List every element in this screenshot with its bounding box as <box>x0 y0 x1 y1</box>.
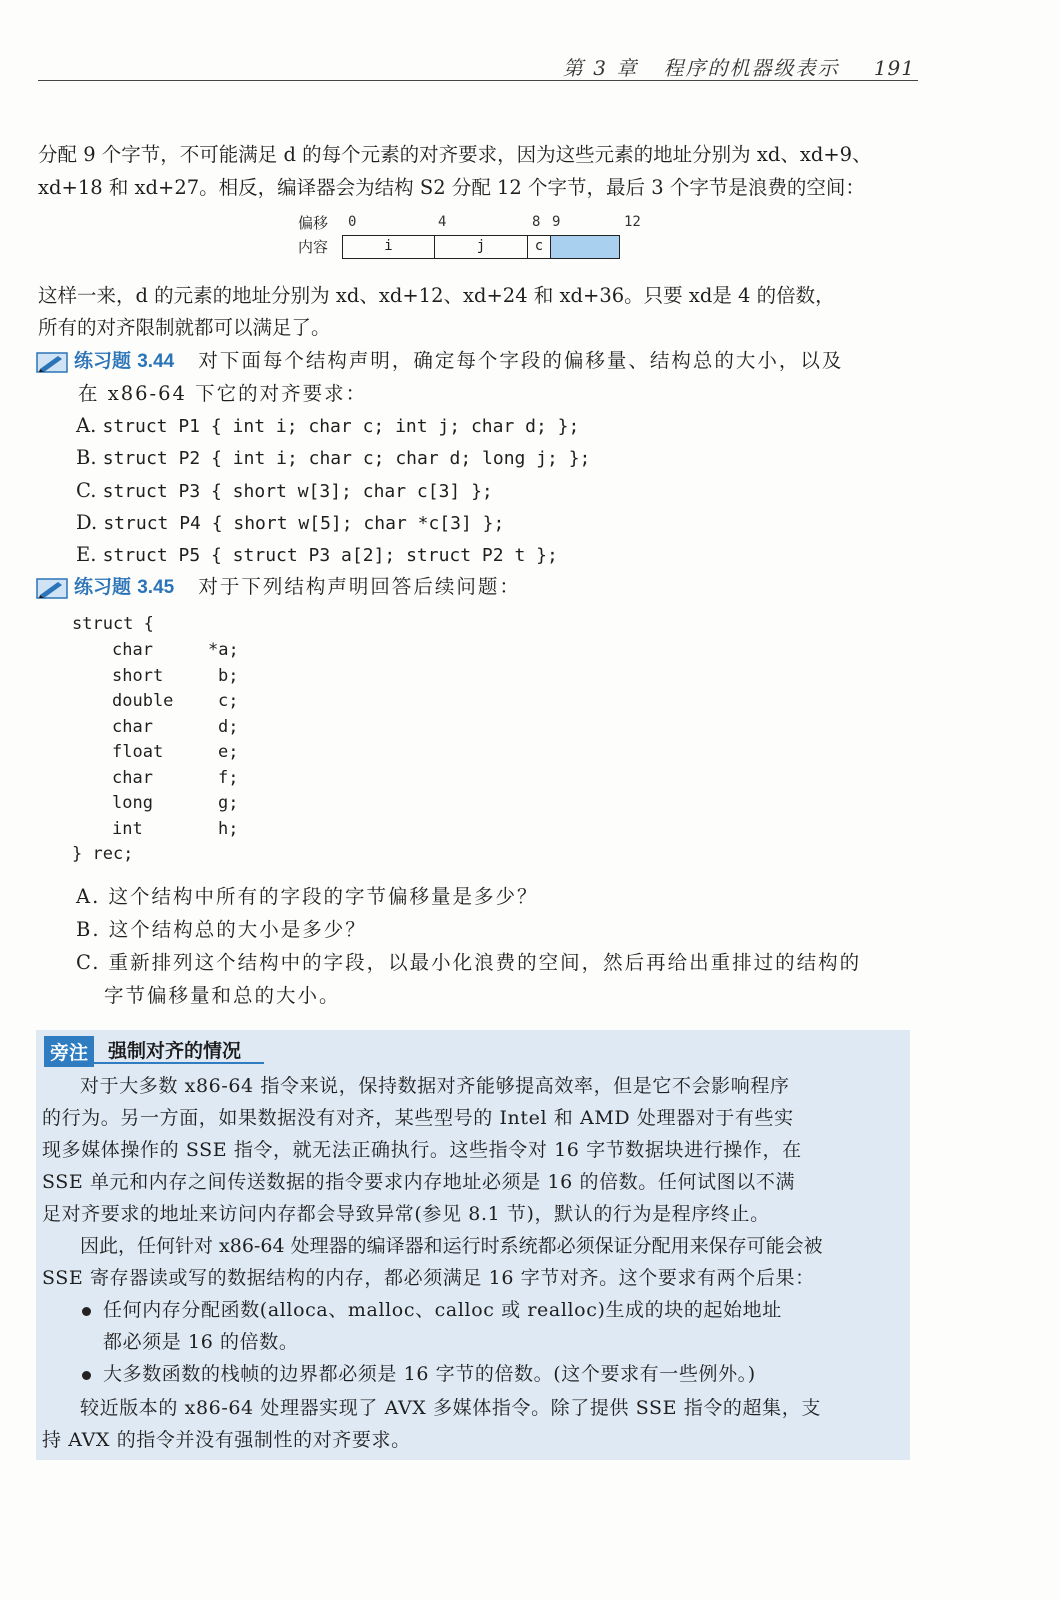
field-name: e; <box>218 742 239 762</box>
question-item <box>76 946 861 979</box>
item-letter: D. <box>76 511 98 534</box>
item-code: struct P4 { short w[5]; char *c[3] }; <box>103 513 505 534</box>
sidebar-closing-1: 较近版本的 x86-64 处理器实现了 AVX 多媒体指令。除了提供 SSE 指令的超集，支 <box>80 1397 821 1419</box>
question-item-cont: 字节偏移量和总的大小。 <box>104 984 341 1007</box>
sidebar-closing-2: 持 AVX 的指令并没有强制性的对齐要求。 <box>42 1429 411 1451</box>
sidebar-line: 的行为。另一方面，如果数据没有对齐，某些型号的 Intel 和 AMD 处理器对于有些实 <box>42 1107 794 1129</box>
exercise-3-44-heading <box>36 344 843 378</box>
exercise-label: 练习题 <box>74 577 132 598</box>
sidebar-line: 因此，任何针对 x86-64 处理器的编译器和运行时系统都必须保证分配用来保存可能会被 <box>80 1235 823 1257</box>
exercise-number: 3.45 <box>137 577 175 598</box>
item-letter: A. <box>76 414 97 437</box>
pencil-icon <box>36 350 68 374</box>
question-item <box>76 538 558 572</box>
sidebar-tag: 旁注 <box>44 1036 94 1067</box>
sidebar-title: 强制对齐的情况 <box>108 1041 242 1062</box>
sidebar-bullet <box>82 1358 756 1390</box>
item-letter: E. <box>76 543 97 566</box>
item-letter: C. <box>76 479 97 502</box>
field-type: int <box>112 818 143 839</box>
item-letter: A. <box>76 885 101 908</box>
item-letter: C. <box>76 951 101 974</box>
code-struct-open: struct { <box>72 614 154 634</box>
field-cell-i: i <box>342 235 435 259</box>
page-number: 191 <box>873 56 915 80</box>
question-item <box>76 474 493 508</box>
sidebar-bullet <box>82 1294 782 1326</box>
sidebar-line: SSE 寄存器读或写的数据结构的内存，都必须满足 16 字节对齐。这个要求有两个后果： <box>42 1267 815 1289</box>
field-name: h; <box>218 818 239 839</box>
padding-cell <box>550 235 620 259</box>
after-line-2: 所有的对齐限制就都可以满足了。 <box>38 316 331 339</box>
question-item <box>76 441 590 475</box>
item-text: 这个结构总的大小是多少？ <box>108 918 367 941</box>
header-rule <box>38 80 918 81</box>
offset-tick: 9 <box>552 214 561 230</box>
item-code: struct P3 { short w[3]; char c[3] }; <box>102 481 493 502</box>
item-code: struct P5 { struct P3 a[2]; struct P2 t }; <box>102 545 558 566</box>
field-name: g; <box>218 793 239 813</box>
item-text: 重新排列这个结构中的字段，以最小化浪费的空间，然后再给出重排过的结构的 <box>108 951 862 974</box>
chapter-label: 第 3 章 <box>562 56 639 80</box>
field-type: char <box>112 716 153 737</box>
field-type: short <box>112 665 164 686</box>
sidebar-line: 现多媒体操作的 SSE 指令，就无法正确执行。这些指令对 16 字节数据块进行操作，在 <box>42 1139 802 1161</box>
field-cell-c: c <box>527 235 551 259</box>
bullet-text: 任何内存分配函数(alloca、malloc、calloc 或 realloc)生成的块的起始地址 <box>103 1299 782 1321</box>
exercise-3-45-heading <box>36 570 521 604</box>
field-type: float <box>112 742 164 762</box>
after-line-1: 这样一来，d 的元素的地址分别为 xd、xd+12、xd+24 和 xd+36。只要 xd是 4 的倍数， <box>38 284 835 307</box>
question-item <box>76 880 539 913</box>
pencil-icon <box>36 576 68 600</box>
offset-tick: 8 <box>532 214 541 230</box>
offset-tick: 4 <box>438 214 447 230</box>
offset-tick: 12 <box>624 214 641 230</box>
field-name: c; <box>218 691 239 711</box>
struct-layout-diagram <box>298 210 641 266</box>
sidebar-line: 足对齐要求的地址来访问内存都会导致异常(参见 8.1 节)，默认的行为是程序终止。 <box>42 1203 770 1225</box>
sidebar-line: SSE 单元和内存之间传送数据的指令要求内存地址必须是 16 的倍数。任何试图以不满 <box>42 1171 796 1193</box>
bullet-icon <box>82 1307 91 1316</box>
running-header <box>563 52 915 81</box>
item-code: struct P1 { int i; char c; int j; char d; }; <box>102 416 580 437</box>
field-name: d; <box>218 716 239 737</box>
item-letter: B. <box>76 446 97 469</box>
field-name: b; <box>218 665 239 686</box>
question-item <box>76 913 367 946</box>
field-type: char <box>112 767 153 788</box>
field-name: f; <box>218 767 239 788</box>
exercise-number: 3.44 <box>137 351 175 372</box>
intro-line-2: xd+18 和 xd+27。相反，编译器会为结构 S2 分配 12 个字节，最后 3 个字节是浪费的空间： <box>38 176 865 199</box>
exercise-text-cont: 在 x86-64 下它的对齐要求： <box>78 382 368 405</box>
offset-label: 偏移 <box>298 215 329 232</box>
item-code: struct P2 { int i; char c; char d; long j; }; <box>102 448 591 469</box>
offset-tick: 0 <box>348 214 357 230</box>
exercise-text: 对于下列结构声明回答后续问题： <box>198 575 521 598</box>
content-label: 内容 <box>298 239 329 256</box>
field-name: *a; <box>208 640 239 660</box>
code-struct-close: } rec; <box>72 844 134 864</box>
bullet-icon <box>82 1371 91 1380</box>
chapter-title: 程序的机器级表示 <box>663 56 840 80</box>
item-letter: B. <box>76 918 101 941</box>
bullet-text: 大多数函数的栈帧的边界都必须是 16 字节的倍数。(这个要求有一些例外。) <box>103 1363 756 1385</box>
field-cell-j: j <box>434 235 528 259</box>
intro-line-1: 分配 9 个字节，不可能满足 d 的每个元素的对齐要求，因为这些元素的地址分别为 xd、xd+9、 <box>38 143 872 166</box>
question-item <box>76 409 579 443</box>
exercise-label: 练习题 <box>74 351 132 372</box>
question-item <box>76 506 504 540</box>
field-type: char <box>112 640 153 660</box>
field-type: long <box>112 793 153 813</box>
item-text: 这个结构中所有的字段的字节偏移量是多少？ <box>108 885 539 908</box>
code-fields <box>112 638 239 842</box>
exercise-text: 对下面每个结构声明，确定每个字段的偏移量、结构总的大小，以及 <box>198 349 844 372</box>
field-type: double <box>112 691 174 711</box>
sidebar-bullet-cont: 都必须是 16 的倍数。 <box>103 1331 299 1353</box>
sidebar-line: 对于大多数 x86-64 指令来说，保持数据对齐能够提高效率，但是它不会影响程序 <box>80 1075 790 1097</box>
